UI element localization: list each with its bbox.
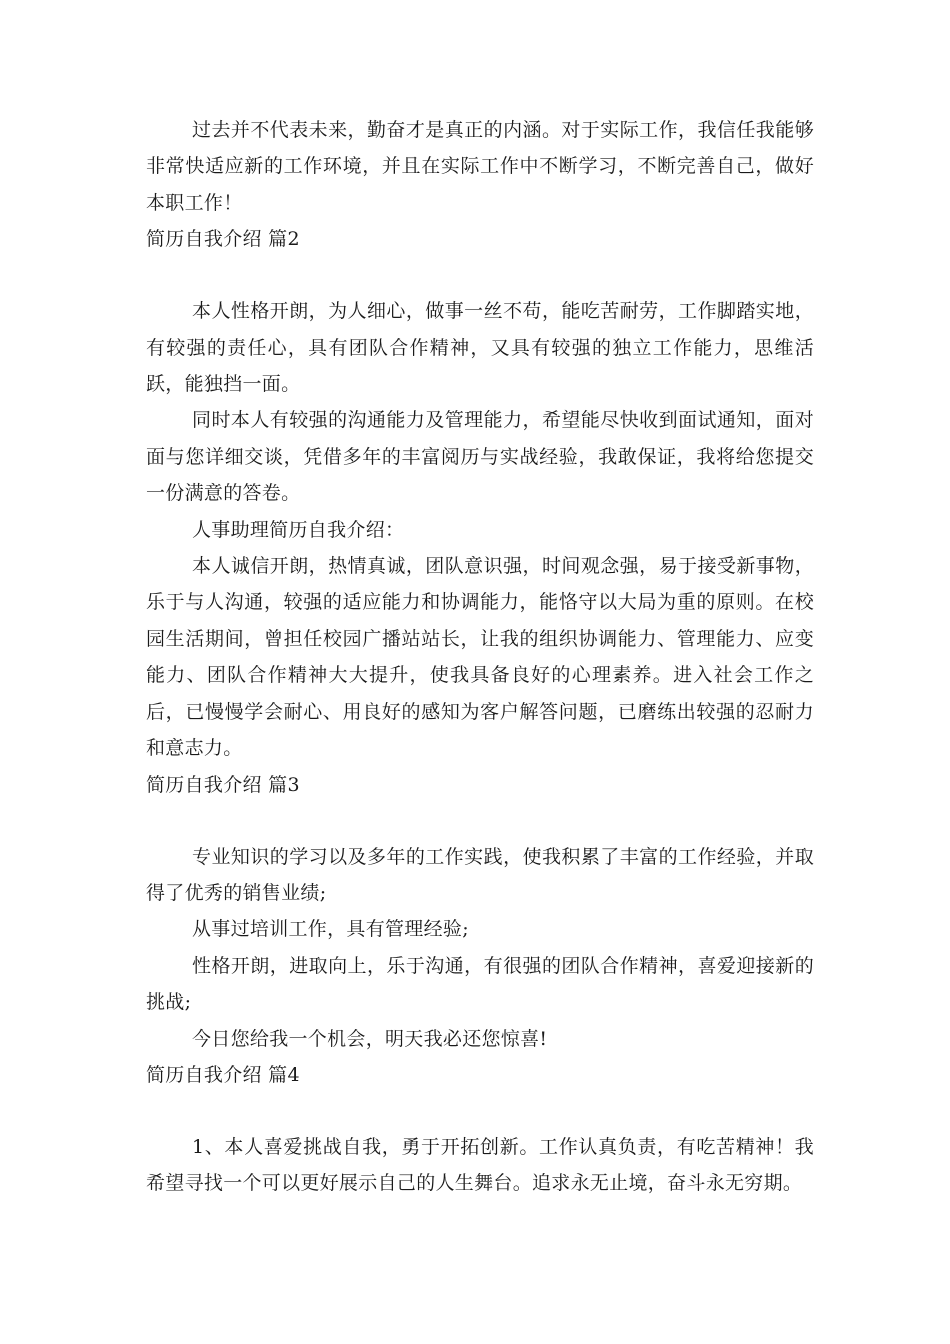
paragraph: 本人诚信开朗，热情真诚，团队意识强，时间观念强，易于接受新事物，乐于与人沟通，较强的适应能力和协调能力，能恪守以大局为重的原则。在校园生活期间，曾担任校园广播站站长，让我的组织协调能力、管理能力、应变能力、团队合作精神大大提升，使我具备良好的心理素养。进入社会工作之后，已慢慢学会耐心、用良好的感知为客户解答问题，已磨练出较强的忍耐力和意志力。 [146, 555, 814, 760]
paragraph: 本人性格开朗，为人细心，做事一丝不苟，能吃苦耐劳，工作脚踏实地，有较强的责任心，具有团队合作精神，又具有较强的独立工作能力，思维活跃，能独挡一面。 [146, 300, 814, 396]
spacer [146, 803, 814, 839]
section-heading: 简历自我介绍 篇3 [146, 773, 300, 796]
paragraph: 今日您给我一个机会，明天我必还您惊喜! [192, 1027, 548, 1050]
section-heading: 简历自我介绍 篇2 [146, 228, 300, 251]
paragraph: 人事助理简历自我介绍： [192, 518, 405, 541]
paragraph: 从事过培训工作，具有管理经验; [192, 918, 469, 941]
paragraph: 过去并不代表未来，勤奋才是真正的内涵。对于实际工作，我信任我能够非常快适应新的工作环境，并且在实际工作中不断学习，不断完善自己，做好本职工作！ [146, 119, 814, 214]
spacer [146, 257, 814, 293]
document-page [146, 112, 814, 1202]
paragraph: 1、本人喜爱挑战自我，勇于开拓创新。工作认真负责，有吃苦精神！我希望寻找一个可以更好展示自己的人生舞台。追求永无止境，奋斗永无穷期。 [146, 1135, 814, 1195]
paragraph: 同时本人有较强的沟通能力及管理能力，希望能尽快收到面试通知，面对面与您详细交谈，凭借多年的丰富阅历与实战经验，我敢保证，我将给您提交一份满意的答卷。 [146, 409, 814, 505]
section-heading: 简历自我介绍 篇4 [146, 1063, 300, 1086]
paragraph: 性格开朗，进取向上，乐于沟通，有很强的团队合作精神，喜爱迎接新的挑战; [146, 954, 814, 1014]
spacer [146, 1093, 814, 1129]
paragraph: 专业知识的学习以及多年的工作实践，使我积累了丰富的工作经验，并取得了优秀的销售业绩; [146, 845, 814, 904]
